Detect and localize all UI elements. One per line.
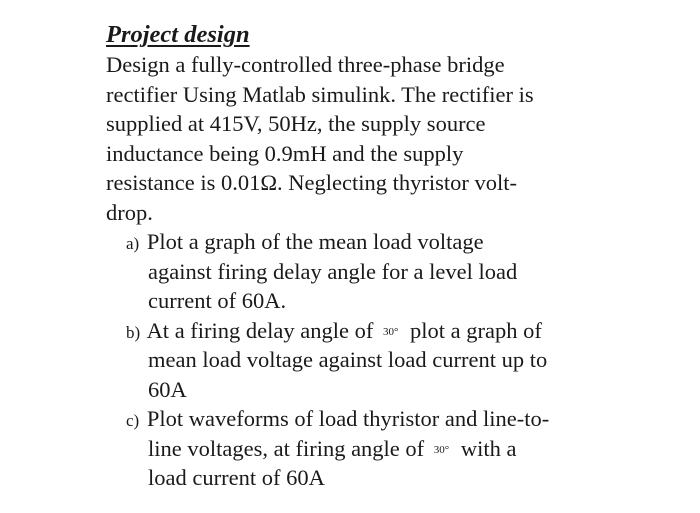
item-text: current of 60A. xyxy=(148,288,287,313)
item-marker: c) xyxy=(126,411,140,430)
item-text: with a xyxy=(460,435,517,461)
item-marker: a) xyxy=(126,234,140,253)
item-text: line voltages, at firing angle of xyxy=(148,435,425,461)
item-text: At a firing delay angle of xyxy=(146,317,374,343)
document xyxy=(106,20,686,493)
task-item-b xyxy=(126,316,686,405)
task-item-line xyxy=(126,434,686,464)
task-item-line xyxy=(126,404,686,434)
item-text: against firing delay angle for a level load xyxy=(148,258,518,284)
item-marker: b) xyxy=(126,322,141,342)
intro-line: drop. xyxy=(106,199,153,225)
intro-line: supplied at 415V, 50Hz, the supply source xyxy=(106,111,486,136)
item-text: load current of 60A xyxy=(148,465,325,490)
intro-paragraph xyxy=(106,50,686,227)
item-text: 60A xyxy=(148,376,187,402)
intro-line: Design a fully-controlled three-phase bridge xyxy=(106,52,505,77)
task-item-line xyxy=(126,316,686,346)
item-text: Plot a graph of the mean load voltage xyxy=(146,229,484,254)
document-title: Project design xyxy=(106,21,250,48)
task-item-line xyxy=(126,227,686,257)
item-text: Plot waveforms of load thyristor and line-to- xyxy=(146,406,550,431)
task-item-c xyxy=(126,404,686,493)
intro-line: rectifier Using Matlab simulink. The rectifier is xyxy=(106,81,534,107)
angle-value: 30° xyxy=(433,443,450,456)
task-item-a xyxy=(126,227,686,316)
intro-line: inductance being 0.9mH and the supply xyxy=(106,140,464,166)
item-text: plot a graph of xyxy=(410,317,542,343)
item-text: mean load voltage against load current up to xyxy=(148,347,548,372)
angle-value: 30° xyxy=(382,325,399,338)
intro-line: resistance is 0.01Ω. Neglecting thyristor volt- xyxy=(106,170,518,195)
